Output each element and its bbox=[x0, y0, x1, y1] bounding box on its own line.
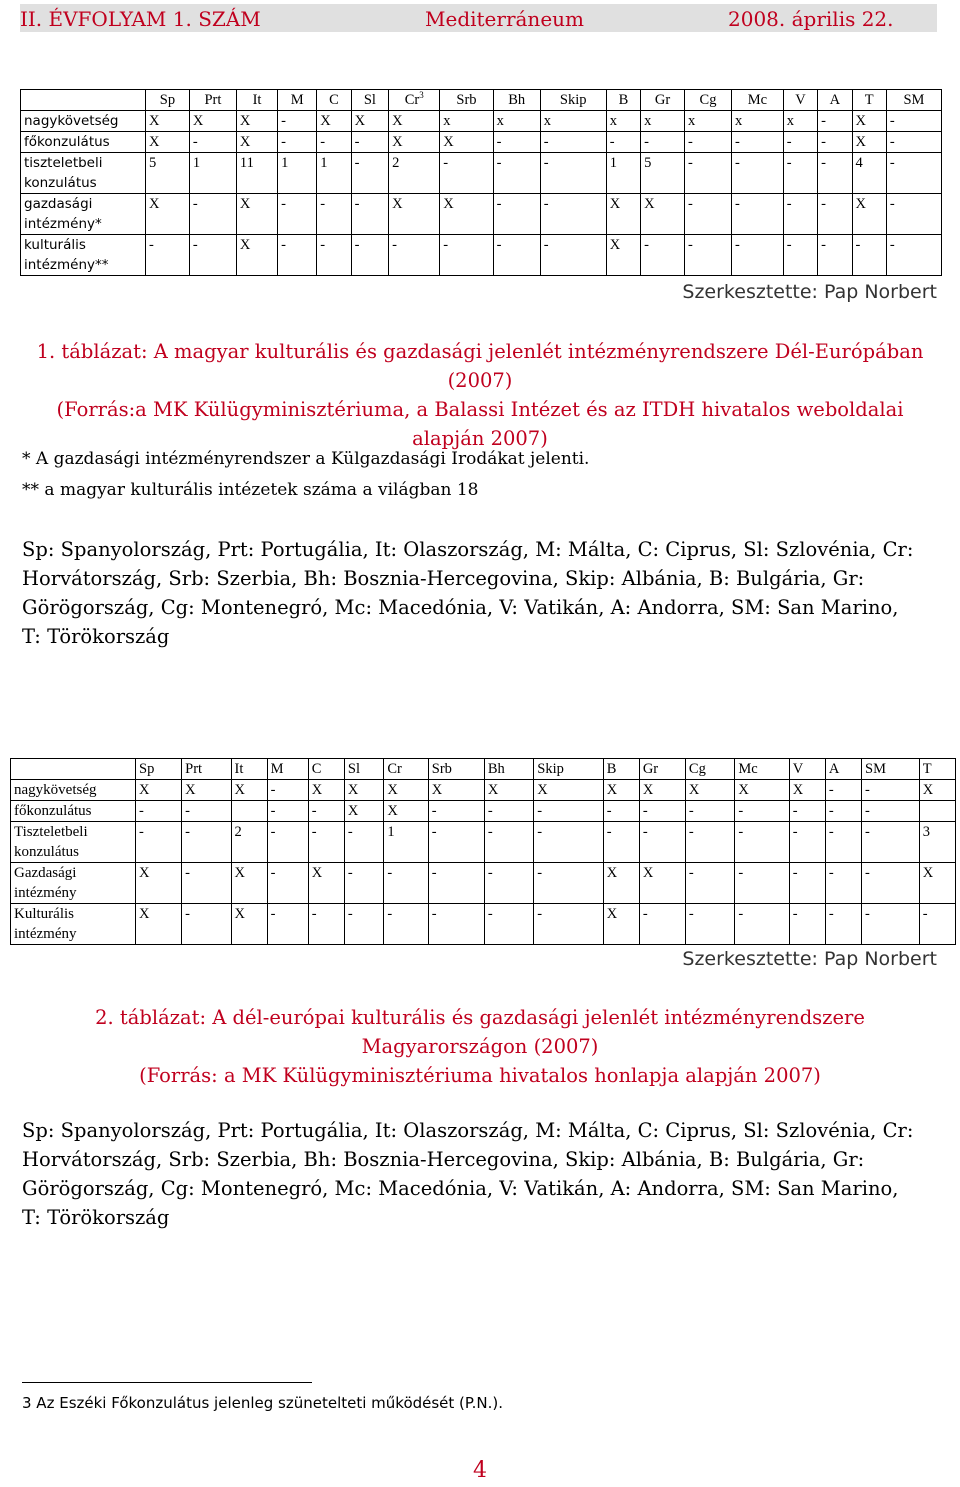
table-2-row bbox=[11, 863, 956, 904]
table-1-row-label: kulturális intézmény** bbox=[21, 235, 146, 276]
table-2-cell: X bbox=[919, 780, 955, 801]
table-2-cell: - bbox=[603, 822, 639, 863]
table-1-cell: X bbox=[389, 111, 440, 132]
table-2-cell: X bbox=[735, 780, 789, 801]
table-2-cell: - bbox=[428, 863, 484, 904]
table-1-legend bbox=[22, 535, 938, 651]
table-2-cell: X bbox=[231, 904, 267, 945]
table-2-cell: - bbox=[639, 801, 685, 822]
table-2-cell: X bbox=[639, 780, 685, 801]
table-2-cell: - bbox=[862, 822, 920, 863]
table-1-cell: x bbox=[540, 111, 606, 132]
table-2-cell: - bbox=[919, 904, 955, 945]
table-2-cell: X bbox=[344, 780, 383, 801]
table-1-cell: - bbox=[189, 235, 236, 276]
table-2-cell: - bbox=[484, 801, 533, 822]
table-2-col-header: Skip bbox=[534, 759, 603, 780]
table-1-cell: - bbox=[684, 235, 731, 276]
table-2-cell: - bbox=[534, 822, 603, 863]
table-1-cell: X bbox=[606, 235, 640, 276]
table-2-row bbox=[11, 780, 956, 801]
table-1-col-header bbox=[389, 90, 440, 111]
table-1-col-header: C bbox=[317, 90, 351, 111]
table-2-cell: - bbox=[484, 863, 533, 904]
table-1-cell: X bbox=[440, 194, 493, 235]
table-1-cell: 11 bbox=[236, 153, 277, 194]
table-2-cell: - bbox=[182, 904, 231, 945]
table-1-cell: - bbox=[317, 235, 351, 276]
table-1-cell: - bbox=[278, 194, 317, 235]
table-1-cell: - bbox=[818, 153, 852, 194]
table-1-cell: - bbox=[783, 132, 817, 153]
table-1-cell: - bbox=[351, 194, 389, 235]
table-1-cell: - bbox=[440, 153, 493, 194]
table-1-cell: - bbox=[783, 153, 817, 194]
table-2-col-header: Bh bbox=[484, 759, 533, 780]
table-1-cell: X bbox=[146, 132, 190, 153]
caption-line: (2007) bbox=[447, 369, 513, 392]
legend-line: Sp: Spanyolország, Prt: Portugália, It: Olaszország, M: Málta, C: Ciprus, Sl: Szlovénia, Cr: bbox=[22, 1119, 914, 1142]
table-1-cell: - bbox=[389, 235, 440, 276]
table-2-cell: - bbox=[862, 780, 920, 801]
table-1-row bbox=[21, 111, 942, 132]
table-1-col-header: Gr bbox=[641, 90, 685, 111]
table-1-cell: - bbox=[493, 235, 540, 276]
table-1-cell: 1 bbox=[317, 153, 351, 194]
table-2-cell: 3 bbox=[919, 822, 955, 863]
table-2-cell: - bbox=[862, 904, 920, 945]
table-2-cell: - bbox=[428, 822, 484, 863]
table-1-col-header: Cg bbox=[684, 90, 731, 111]
table-1-cell: - bbox=[440, 235, 493, 276]
table-2-cell: - bbox=[267, 780, 308, 801]
table-1-col-header: T bbox=[852, 90, 886, 111]
caption-line: 2. táblázat: A dél-európai kulturális és gazdasági jelenlét intézményrendszere bbox=[95, 1006, 865, 1029]
table-2-credit: Szerkesztette: Pap Norbert bbox=[682, 948, 937, 970]
table-1-cell: X bbox=[146, 194, 190, 235]
table-2-col-header: V bbox=[789, 759, 825, 780]
table-2-cell: - bbox=[384, 863, 428, 904]
table-1-col-header: Mc bbox=[732, 90, 784, 111]
table-1-note-economic: * A gazdasági intézményrendszer a Külgazdasági Irodákat jelenti. bbox=[22, 449, 590, 469]
table-1-cell: X bbox=[389, 132, 440, 153]
table-1-cell: - bbox=[351, 132, 389, 153]
table-2-cell: - bbox=[344, 904, 383, 945]
table-2-cell: - bbox=[825, 822, 861, 863]
table-2-col-header: Cr bbox=[384, 759, 428, 780]
table-1-cell: X bbox=[440, 132, 493, 153]
table-2-row bbox=[11, 801, 956, 822]
table-2-col-header: Sl bbox=[344, 759, 383, 780]
table-1-cell: - bbox=[684, 194, 731, 235]
page-number: 4 bbox=[473, 1458, 487, 1483]
table-2 bbox=[10, 758, 956, 945]
table-1-cell: - bbox=[886, 194, 941, 235]
table-1-cell: - bbox=[684, 153, 731, 194]
table-2-col-header: A bbox=[825, 759, 861, 780]
table-2-cell: - bbox=[735, 863, 789, 904]
table-1-row bbox=[21, 194, 942, 235]
table-1-col-header: It bbox=[236, 90, 277, 111]
footnote-divider bbox=[22, 1382, 312, 1383]
table-1-cell: - bbox=[732, 132, 784, 153]
table-2-legend bbox=[22, 1116, 938, 1232]
table-1-cell: - bbox=[278, 235, 317, 276]
table-2-cell: X bbox=[384, 801, 428, 822]
table-1-cell: X bbox=[389, 194, 440, 235]
table-1-corner-cell bbox=[21, 90, 146, 111]
caption-line: alapján 2007) bbox=[412, 427, 548, 450]
table-2-col-header: C bbox=[308, 759, 344, 780]
table-1-cell: X bbox=[641, 194, 685, 235]
table-2-cell: - bbox=[862, 863, 920, 904]
table-1-cell: 5 bbox=[146, 153, 190, 194]
legend-line: Görögország, Cg: Montenegró, Mc: Macedónia, V: Vatikán, A: Andorra, SM: San Marino, bbox=[22, 1177, 899, 1200]
table-1-cell: x bbox=[783, 111, 817, 132]
table-1-cell: - bbox=[783, 194, 817, 235]
table-2-cell: - bbox=[735, 904, 789, 945]
footnote-marker: 3 bbox=[419, 90, 424, 101]
table-1-col-header: B bbox=[606, 90, 640, 111]
table-2-cell: - bbox=[136, 801, 182, 822]
table-2-cell: X bbox=[231, 780, 267, 801]
table-1-row-label: főkonzulátus bbox=[21, 132, 146, 153]
header-date: 2008. április 22. bbox=[728, 7, 894, 31]
table-2-cell: 1 bbox=[384, 822, 428, 863]
table-2-cell: - bbox=[789, 801, 825, 822]
table-2-cell: - bbox=[534, 863, 603, 904]
table-2-col-header: M bbox=[267, 759, 308, 780]
table-1-cell: x bbox=[684, 111, 731, 132]
table-2-col-header: T bbox=[919, 759, 955, 780]
table-2-cell: - bbox=[685, 801, 734, 822]
table-2-cell: - bbox=[639, 904, 685, 945]
table-2-cell: - bbox=[384, 904, 428, 945]
table-1-cell: - bbox=[732, 194, 784, 235]
table-1-cell: - bbox=[540, 132, 606, 153]
table-1-cell: - bbox=[852, 235, 886, 276]
table-1-row bbox=[21, 235, 942, 276]
table-1-cell: - bbox=[641, 235, 685, 276]
table-1-note-cultural: ** a magyar kulturális intézetek száma a világban 18 bbox=[22, 480, 479, 500]
table-2-cell: X bbox=[639, 863, 685, 904]
table-2-cell: - bbox=[182, 801, 231, 822]
legend-line: T: Törökország bbox=[22, 625, 170, 648]
table-1-cell: - bbox=[540, 153, 606, 194]
table-2-cell: - bbox=[534, 801, 603, 822]
table-2-cell: - bbox=[344, 863, 383, 904]
table-1-cell: - bbox=[493, 132, 540, 153]
table-2-cell: - bbox=[267, 904, 308, 945]
legend-line: Horvátország, Srb: Szerbia, Bh: Bosznia-Hercegovina, Skip: Albánia, B: Bulgária, Gr: bbox=[22, 1148, 865, 1171]
table-2-cell: - bbox=[267, 863, 308, 904]
table-1-cell: - bbox=[493, 153, 540, 194]
table-2-cell: - bbox=[428, 904, 484, 945]
table-1-col-header: A bbox=[818, 90, 852, 111]
table-2-cell bbox=[919, 801, 955, 822]
table-1-cell: - bbox=[818, 132, 852, 153]
table-2-cell: - bbox=[484, 904, 533, 945]
table-1-cell: - bbox=[732, 235, 784, 276]
table-1-cell: - bbox=[351, 235, 389, 276]
table-1-credit: Szerkesztette: Pap Norbert bbox=[682, 281, 937, 303]
table-2-corner-cell bbox=[11, 759, 136, 780]
table-1-col-header: V bbox=[783, 90, 817, 111]
page-header bbox=[20, 4, 937, 32]
table-2-cell: - bbox=[136, 822, 182, 863]
table-1-cell: - bbox=[886, 153, 941, 194]
table-2-cell: - bbox=[825, 904, 861, 945]
table-2-cell: 2 bbox=[231, 822, 267, 863]
table-2-cell: - bbox=[428, 801, 484, 822]
table-2-row-label: Gazdasági intézmény bbox=[11, 863, 136, 904]
table-2-cell: - bbox=[639, 822, 685, 863]
table-1-cell: 1 bbox=[189, 153, 236, 194]
table-2-cell: - bbox=[685, 863, 734, 904]
table-2-col-header: Gr bbox=[639, 759, 685, 780]
table-2-cell: - bbox=[534, 904, 603, 945]
table-2-cell: X bbox=[919, 863, 955, 904]
table-2-cell: - bbox=[182, 822, 231, 863]
table-2-cell: X bbox=[603, 904, 639, 945]
table-1-cell: - bbox=[540, 235, 606, 276]
table-2-cell: - bbox=[484, 822, 533, 863]
table-1-cell: x bbox=[641, 111, 685, 132]
table-2-cell: X bbox=[603, 780, 639, 801]
table-1-cell: - bbox=[886, 235, 941, 276]
table-2-cell: - bbox=[182, 863, 231, 904]
table-2-cell: - bbox=[789, 863, 825, 904]
table-1-cell: x bbox=[606, 111, 640, 132]
table-1-cell: X bbox=[236, 111, 277, 132]
table-2-cell: X bbox=[534, 780, 603, 801]
table-1-cell: - bbox=[818, 194, 852, 235]
table-1-cell: X bbox=[236, 132, 277, 153]
table-1-col-header: Prt bbox=[189, 90, 236, 111]
table-1-col-header: Srb bbox=[440, 90, 493, 111]
table-2-cell: X bbox=[136, 780, 182, 801]
table-1-cell: X bbox=[317, 111, 351, 132]
table-2-cell: - bbox=[685, 904, 734, 945]
table-2-row-label: Tiszteletbeli konzulátus bbox=[11, 822, 136, 863]
table-2-caption bbox=[20, 1003, 940, 1090]
legend-line: Horvátország, Srb: Szerbia, Bh: Bosznia-Hercegovina, Skip: Albánia, B: Bulgária, Gr: bbox=[22, 567, 865, 590]
table-2-cell: X bbox=[789, 780, 825, 801]
table-2-cell: - bbox=[308, 904, 344, 945]
table-1-cell: X bbox=[236, 235, 277, 276]
table-1-col-header: SM bbox=[886, 90, 941, 111]
table-1-cell: - bbox=[189, 194, 236, 235]
table-1-cell: - bbox=[278, 111, 317, 132]
table-2-cell: - bbox=[735, 801, 789, 822]
table-2-cell: X bbox=[182, 780, 231, 801]
legend-line: T: Törökország bbox=[22, 1206, 170, 1229]
caption-line: (Forrás: a MK Külügyminisztériuma hivatalos honlapja alapján 2007) bbox=[139, 1064, 821, 1087]
table-1-cell: - bbox=[317, 194, 351, 235]
table-2-cell: - bbox=[344, 822, 383, 863]
table-1-cell: x bbox=[440, 111, 493, 132]
table-2-cell: - bbox=[789, 904, 825, 945]
table-2-col-header: Mc bbox=[735, 759, 789, 780]
table-1-cell: X bbox=[236, 194, 277, 235]
table-1-row-label: nagykövetség bbox=[21, 111, 146, 132]
table-2-cell: - bbox=[267, 822, 308, 863]
table-2-cell: - bbox=[308, 801, 344, 822]
table-2-col-header: Srb bbox=[428, 759, 484, 780]
table-1 bbox=[20, 89, 942, 276]
table-2-col-header: Cg bbox=[685, 759, 734, 780]
table-2-cell: - bbox=[862, 801, 920, 822]
table-1-cell: x bbox=[732, 111, 784, 132]
table-2-row-label: Kulturális intézmény bbox=[11, 904, 136, 945]
table-2-cell: - bbox=[825, 801, 861, 822]
table-2-row bbox=[11, 822, 956, 863]
table-2-cell: - bbox=[267, 801, 308, 822]
header-journal: Mediterráneum bbox=[425, 7, 584, 31]
table-1-cell: 2 bbox=[389, 153, 440, 194]
table-1-cell: X bbox=[852, 132, 886, 153]
table-2-cell: X bbox=[384, 780, 428, 801]
table-2-col-header: SM bbox=[862, 759, 920, 780]
legend-line: Sp: Spanyolország, Prt: Portugália, It: Olaszország, M: Málta, C: Ciprus, Sl: Szlovénia, Cr: bbox=[22, 538, 914, 561]
table-1-cell: x bbox=[493, 111, 540, 132]
table-1-cell: X bbox=[852, 111, 886, 132]
table-1-cell: - bbox=[684, 132, 731, 153]
table-1-cell: - bbox=[540, 194, 606, 235]
footnote: 3 Az Eszéki Főkonzulátus jelenleg szünetelteti működését (P.N.). bbox=[22, 1394, 503, 1412]
table-1-col-header: M bbox=[278, 90, 317, 111]
table-1-cell: - bbox=[783, 235, 817, 276]
table-1-cell: X bbox=[351, 111, 389, 132]
table-2-cell: X bbox=[308, 780, 344, 801]
table-2-cell: X bbox=[344, 801, 383, 822]
table-1-header-row bbox=[21, 90, 942, 111]
table-2-cell bbox=[231, 801, 267, 822]
table-2-col-header: It bbox=[231, 759, 267, 780]
table-2-row-label: főkonzulátus bbox=[11, 801, 136, 822]
table-1-col-header-label: Cr bbox=[404, 92, 420, 108]
table-1-cell: - bbox=[317, 132, 351, 153]
table-2-cell: X bbox=[484, 780, 533, 801]
table-1-cell: - bbox=[146, 235, 190, 276]
table-2-row-label: nagykövetség bbox=[11, 780, 136, 801]
table-1-cell: - bbox=[493, 194, 540, 235]
table-1-cell: - bbox=[278, 132, 317, 153]
table-1-cell: - bbox=[732, 153, 784, 194]
table-1-col-header: Sl bbox=[351, 90, 389, 111]
table-2-col-header: Prt bbox=[182, 759, 231, 780]
table-1-row bbox=[21, 153, 942, 194]
caption-line: 1. táblázat: A magyar kulturális és gazdasági jelenlét intézményrendszere Dél-Európában bbox=[36, 340, 924, 363]
table-2-cell: X bbox=[685, 780, 734, 801]
table-2-cell: - bbox=[789, 822, 825, 863]
table-1-row bbox=[21, 132, 942, 153]
header-volume: II. ÉVFOLYAM 1. SZÁM bbox=[20, 7, 261, 31]
legend-line: Görögország, Cg: Montenegró, Mc: Macedónia, V: Vatikán, A: Andorra, SM: San Marino, bbox=[22, 596, 899, 619]
caption-line: (Forrás:a MK Külügyminisztériuma, a Balassi Intézet és az ITDH hivatalos weboldalai bbox=[56, 398, 904, 421]
table-1-cell: 5 bbox=[641, 153, 685, 194]
table-1-caption bbox=[20, 337, 940, 453]
table-2-cell: X bbox=[428, 780, 484, 801]
table-1-cell: 1 bbox=[606, 153, 640, 194]
table-2-cell: X bbox=[603, 863, 639, 904]
table-1-row-label: gazdasági intézmény* bbox=[21, 194, 146, 235]
table-2-cell: - bbox=[685, 822, 734, 863]
table-1-cell: 4 bbox=[852, 153, 886, 194]
caption-line: Magyarországon (2007) bbox=[361, 1035, 599, 1058]
table-2-cell: - bbox=[735, 822, 789, 863]
table-1-col-header: Bh bbox=[493, 90, 540, 111]
table-1-cell: - bbox=[886, 132, 941, 153]
table-2-cell: - bbox=[603, 801, 639, 822]
table-2-cell: - bbox=[308, 822, 344, 863]
table-2-cell: - bbox=[825, 780, 861, 801]
table-2-col-header: Sp bbox=[136, 759, 182, 780]
table-1-cell: - bbox=[886, 111, 941, 132]
table-2-cell: X bbox=[136, 904, 182, 945]
table-2-cell: X bbox=[136, 863, 182, 904]
table-1-cell: - bbox=[606, 132, 640, 153]
table-1-cell: - bbox=[189, 132, 236, 153]
table-2-cell: X bbox=[308, 863, 344, 904]
table-1-cell: X bbox=[189, 111, 236, 132]
table-1-col-header: Sp bbox=[146, 90, 190, 111]
table-1-col-header: Skip bbox=[540, 90, 606, 111]
table-2-header-row bbox=[11, 759, 956, 780]
table-2-row bbox=[11, 904, 956, 945]
table-2-cell: X bbox=[231, 863, 267, 904]
table-2-col-header: B bbox=[603, 759, 639, 780]
table-1-cell: 1 bbox=[278, 153, 317, 194]
table-1-cell: X bbox=[146, 111, 190, 132]
table-1-cell: - bbox=[351, 153, 389, 194]
table-1-cell: X bbox=[852, 194, 886, 235]
table-2-cell: - bbox=[825, 863, 861, 904]
table-1-cell: - bbox=[818, 111, 852, 132]
table-1-cell: X bbox=[606, 194, 640, 235]
table-1-cell: - bbox=[818, 235, 852, 276]
table-1-row-label: tiszteletbeli konzulátus bbox=[21, 153, 146, 194]
table-1-cell: - bbox=[641, 132, 685, 153]
